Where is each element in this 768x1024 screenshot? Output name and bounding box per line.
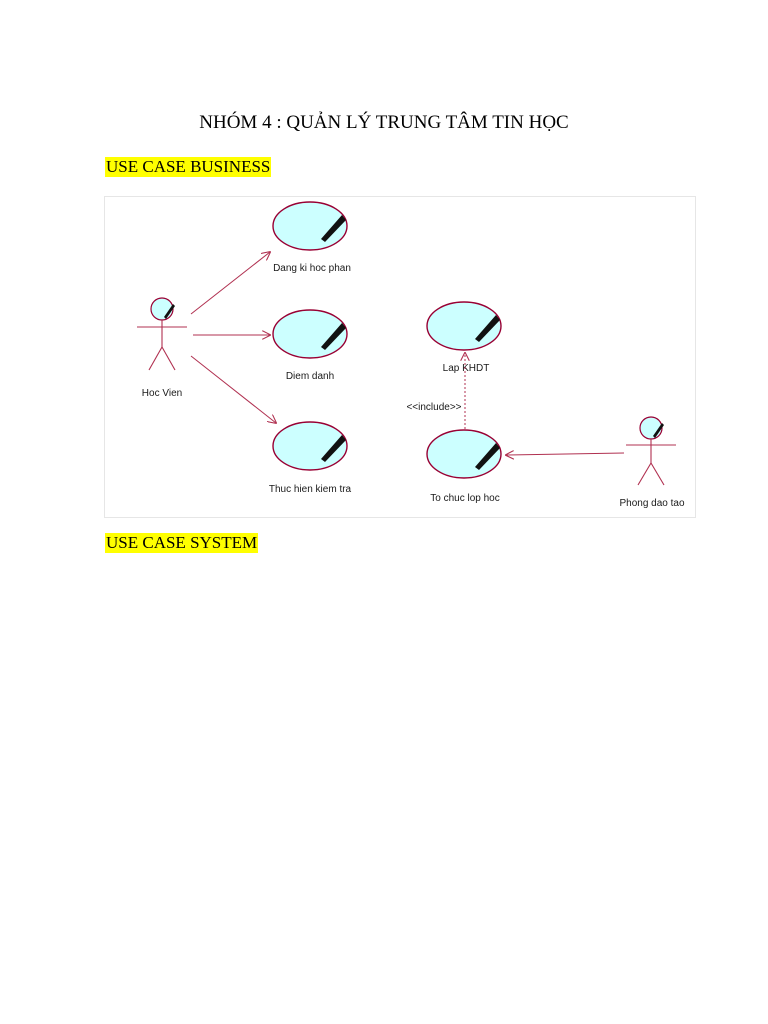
page-title: NHÓM 4 : QUẢN LÝ TRUNG TÂM TIN HỌC: [199, 112, 569, 133]
section-heading-business: USE CASE BUSINESS: [106, 157, 271, 176]
usecase-label: To chuc lop hoc: [430, 493, 500, 504]
actor-label: Hoc Vien: [141, 388, 183, 399]
usecase-label: Diem danh: [285, 371, 335, 382]
use-case-diagram: [104, 196, 696, 518]
usecase-label: Thuc hien kiem tra: [268, 484, 352, 495]
usecase-label: Lap KHDT: [442, 363, 490, 374]
usecase-label: Dang ki hoc phan: [273, 263, 351, 274]
diagram-canvas: [104, 196, 696, 518]
section-heading-system: USE CASE SYSTEM: [106, 533, 258, 552]
diagram-frame: [105, 197, 696, 518]
usecase-dang-ki-hoc-phan: [273, 202, 351, 274]
usecase-to-chuc-lop-hoc: [427, 430, 501, 504]
include-label: <<include>>: [406, 402, 462, 413]
actor-label: Phong dao tao: [619, 498, 685, 509]
usecase-thuc-hien-kiem-tra: [269, 422, 352, 495]
